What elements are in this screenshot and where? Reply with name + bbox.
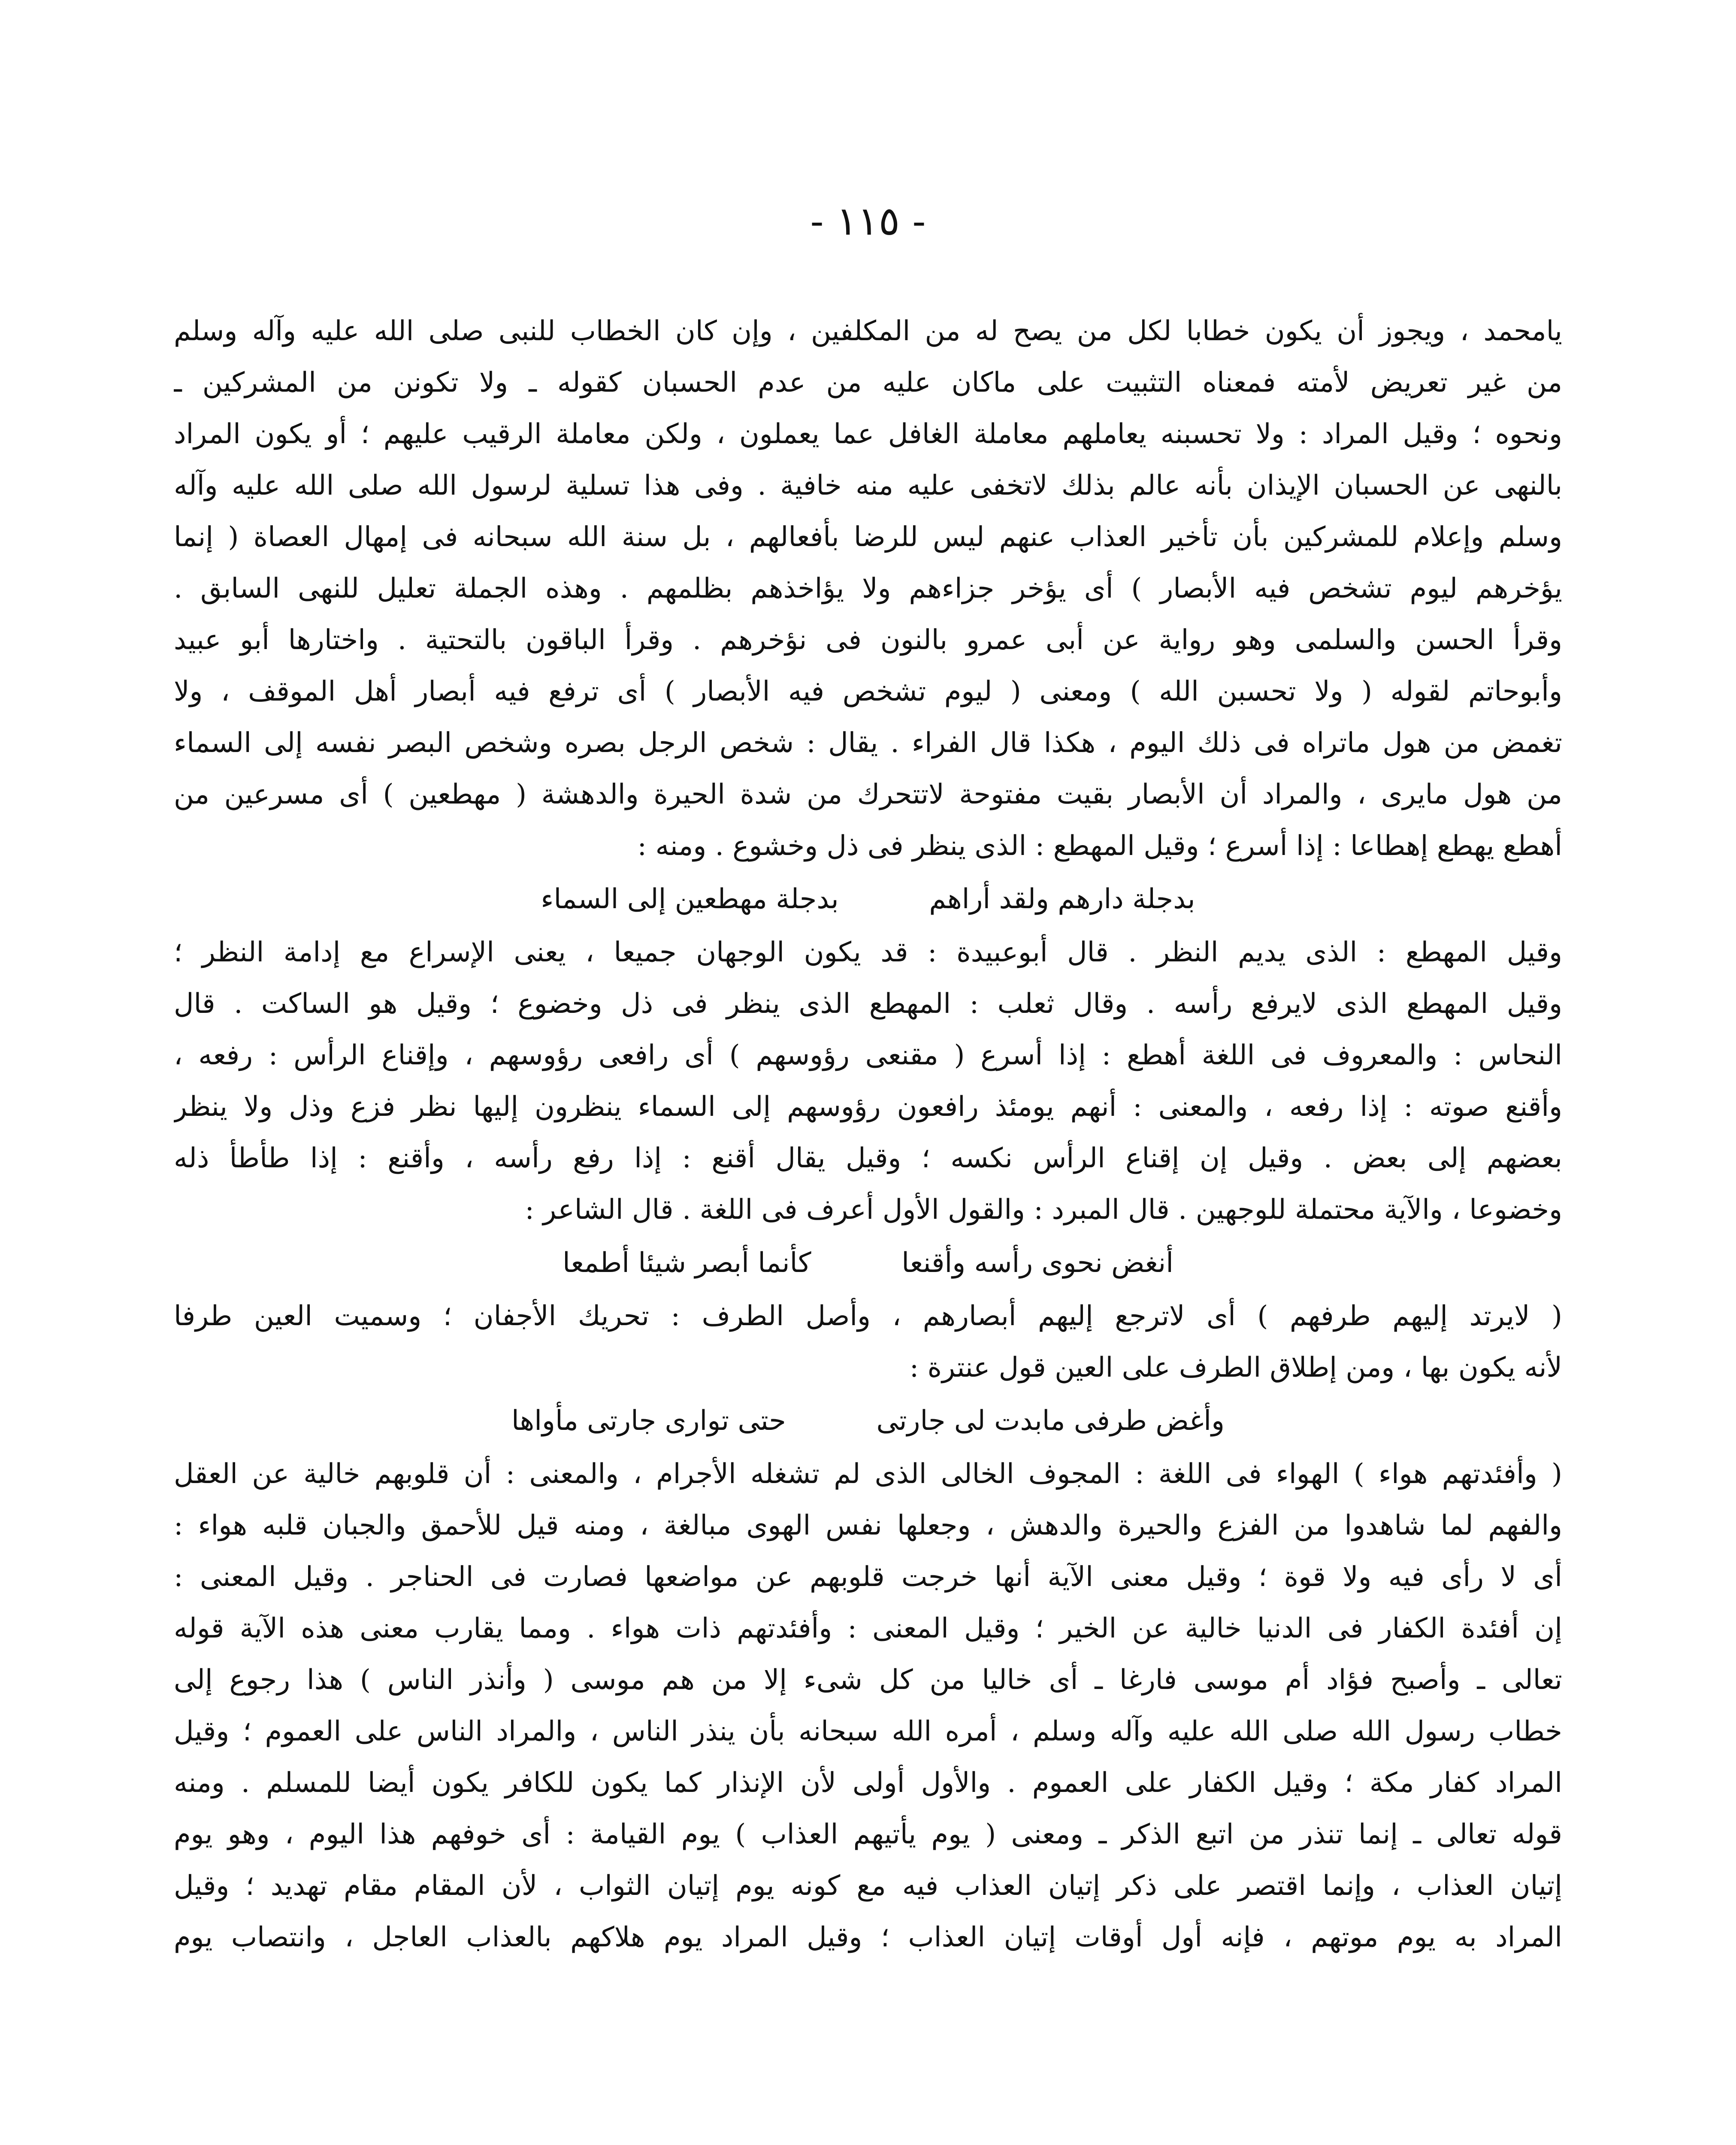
text-line: من هول مايرى ، والمراد أن الأبصار بقيت مفتوحة لاتتحرك من شدة الحيرة والدهشة ( مهطعين ) أى مسرعين من	[174, 779, 1562, 810]
text-line: بعضهم إلى بعض . وقيل إن إقناع الرأس نكسه ؛ وقيل يقال أقنع : إذا رفع رأسه ، وأقنع : إذا طأطأ ذله	[174, 1142, 1562, 1174]
text-line: وقيل المهطع الذى لايرفع رأسه . وقال ثعلب : المهطع الذى ينظر فى ذل وخضوع ؛ وقيل هو الساكت . قال	[174, 988, 1562, 1020]
text-line: ونحوه ؛ وقيل المراد : ولا تحسبنه يعاملهم معاملة الغافل عما يعملون ، ولكن معاملة الرقيب عليهم ؛ أو يكون المراد	[174, 418, 1562, 450]
text-line: قوله تعالى ـ إنما تنذر من اتبع الذكر ـ ومعنى ( يوم يأتيهم العذاب ) يوم القيامة : أى خوفهم هذا اليوم ، وهو يوم	[174, 1819, 1562, 1850]
poetry-verse	[174, 1393, 1562, 1448]
text-line: وسلم وإعلام للمشركين بأن تأخير العذاب عنهم ليس للرضا بأفعالهم ، بل سنة الله سبحانه فى إمهال العصاة ( إنما	[174, 521, 1562, 553]
text-line: النحاس : والمعروف فى اللغة أهطع : إذا أسرع ( مقنعى رؤوسهم ) أى رافعى رؤوسهم ، وإقناع الرأس : رفعه ،	[174, 1039, 1562, 1071]
text-line: المراد كفار مكة ؛ وقيل الكفار على العموم . والأول أولى لأن الإنذار كما يكون للكافر يكون أيضا للمسلم . ومنه	[174, 1767, 1562, 1799]
verse-first-hemistich: بدجلة دارهم ولقد أراهم	[929, 883, 1195, 915]
verse-first-hemistich: وأغض طرفى مابدت لى جارتى	[876, 1405, 1225, 1437]
text-line: المراد به يوم موتهم ، فإنه أول أوقات إتيان العذاب ؛ وقيل المراد يوم هلاكهم بالعذاب العاجل ، وانتصاب يوم	[174, 1921, 1562, 1953]
text-line: يامحمد ، ويجوز أن يكون خطابا لكل من يصح له من المكلفين ، وإن كان الخطاب للنبى صلى الله عليه وآله وسلم	[174, 315, 1562, 347]
text-line: ( لايرتد إليهم طرفهم ) أى لاترجع إليهم أبصارهم ، وأصل الطرف : تحريك الأجفان ؛ وسميت العين طرفا	[174, 1300, 1562, 1332]
page-number: - ١١٥ -	[810, 198, 926, 244]
poetry-verse	[174, 1236, 1562, 1290]
text-line: يؤخرهم ليوم تشخص فيه الأبصار ) أى يؤخر جزاءهم ولا يؤاخذهم بظلمهم . وهذه الجملة تعليل للنهى السابق .	[174, 573, 1562, 604]
text-line: وقرأ الحسن والسلمى وهو رواية عن أبى عمرو بالنون فى نؤخرهم . وقرأ الباقون بالتحتية . واختارها أبو عبيد	[174, 624, 1562, 656]
verse-first-hemistich: أنغض نحوى رأسه وأقنعا	[901, 1247, 1174, 1279]
poetry-verse	[174, 872, 1562, 927]
text-line: إن أفئدة الكفار فى الدنيا خالية عن الخير ؛ وقيل المعنى : وأفئدتهم ذات هواء . ومما يقارب معنى هذه الآية قوله	[174, 1613, 1562, 1644]
text-line: وأقنع صوته : إذا رفعه ، والمعنى : أنهم يومئذ رافعون رؤوسهم إلى السماء ينظرون إليها نظر فزع وذل ولا ينظر	[174, 1091, 1562, 1123]
text-line: إتيان العذاب ، وإنما اقتصر على ذكر إتيان العذاب فيه مع كونه يوم إتيان الثواب ، لأن المقام مقام تهديد ؛ وقيل	[174, 1870, 1562, 1902]
text-line: ( وأفئدتهم هواء ) الهواء فى اللغة : المجوف الخالى الذى لم تشغله الأجرام ، والمعنى : أن قلوبهم خالية عن العقل	[174, 1458, 1562, 1490]
text-line: لأنه يكون بها ، ومن إطلاق الطرف على العين قول عنترة :	[909, 1352, 1562, 1384]
text-line: وخضوعا ، والآية محتملة للوجهين . قال المبرد : والقول الأول أعرف فى اللغة . قال الشاعر :	[525, 1194, 1562, 1226]
text-line: تعالى ـ وأصبح فؤاد أم موسى فارغا ـ أى خاليا من كل شىء إلا من هم موسى ( وأنذر الناس ) هذا رجوع إلى	[174, 1664, 1562, 1696]
verse-second-hemistich: كأنما أبصر شيئا أطمعا	[562, 1247, 811, 1279]
verse-second-hemistich: بدجلة مهطعين إلى السماء	[541, 883, 839, 915]
text-line: خطاب رسول الله صلى الله عليه وآله وسلم ، أمره الله سبحانه بأن ينذر الناس ، والمراد الناس على العموم ؛ وقيل	[174, 1716, 1562, 1747]
text-line: وقيل المهطع : الذى يديم النظر . قال أبوعبيدة : قد يكون الوجهان جميعا ، يعنى الإسراع مع إدامة النظر ؛	[174, 937, 1562, 968]
page-body	[174, 305, 1562, 1963]
verse-second-hemistich: حتى توارى جارتى مأواها	[511, 1405, 786, 1437]
text-line: أى لا رأى فيه ولا قوة ؛ وقيل معنى الآية أنها خرجت قلوبهم عن مواضعها فصارت فى الحناجر . وقيل المعنى :	[174, 1561, 1562, 1593]
text-line: من غير تعريض لأمته فمعناه التثبيت على ماكان عليه من عدم الحسبان كقوله ـ ولا تكونن من المشركين ـ	[174, 367, 1562, 399]
text-line: وأبوحاتم لقوله ( ولا تحسبن الله ) ومعنى ( ليوم تشخص فيه الأبصار ) أى ترفع فيه أبصار أهل الموقف ، ولا	[174, 676, 1562, 707]
text-line: بالنهى عن الحسبان الإيذان بأنه عالم بذلك لاتخفى عليه منه خافية . وفى هذا تسلية لرسول الله صلى الله عليه وآله	[174, 470, 1562, 502]
text-line: أهطع يهطع إهطاعا : إذا أسرع ؛ وقيل المهطع : الذى ينظر فى ذل وخشوع . ومنه :	[637, 830, 1562, 862]
text-line: تغمض من هول ماتراه فى ذلك اليوم ، هكذا قال الفراء . يقال : شخص الرجل بصره وشخص البصر نفسه إلى السماء	[174, 727, 1562, 759]
text-line: والفهم لما شاهدوا من الفزع والحيرة والدهش ، وجعلها نفس الهوى مبالغة ، ومنه قيل للأحمق والجبان قلبه هواء :	[174, 1510, 1562, 1541]
